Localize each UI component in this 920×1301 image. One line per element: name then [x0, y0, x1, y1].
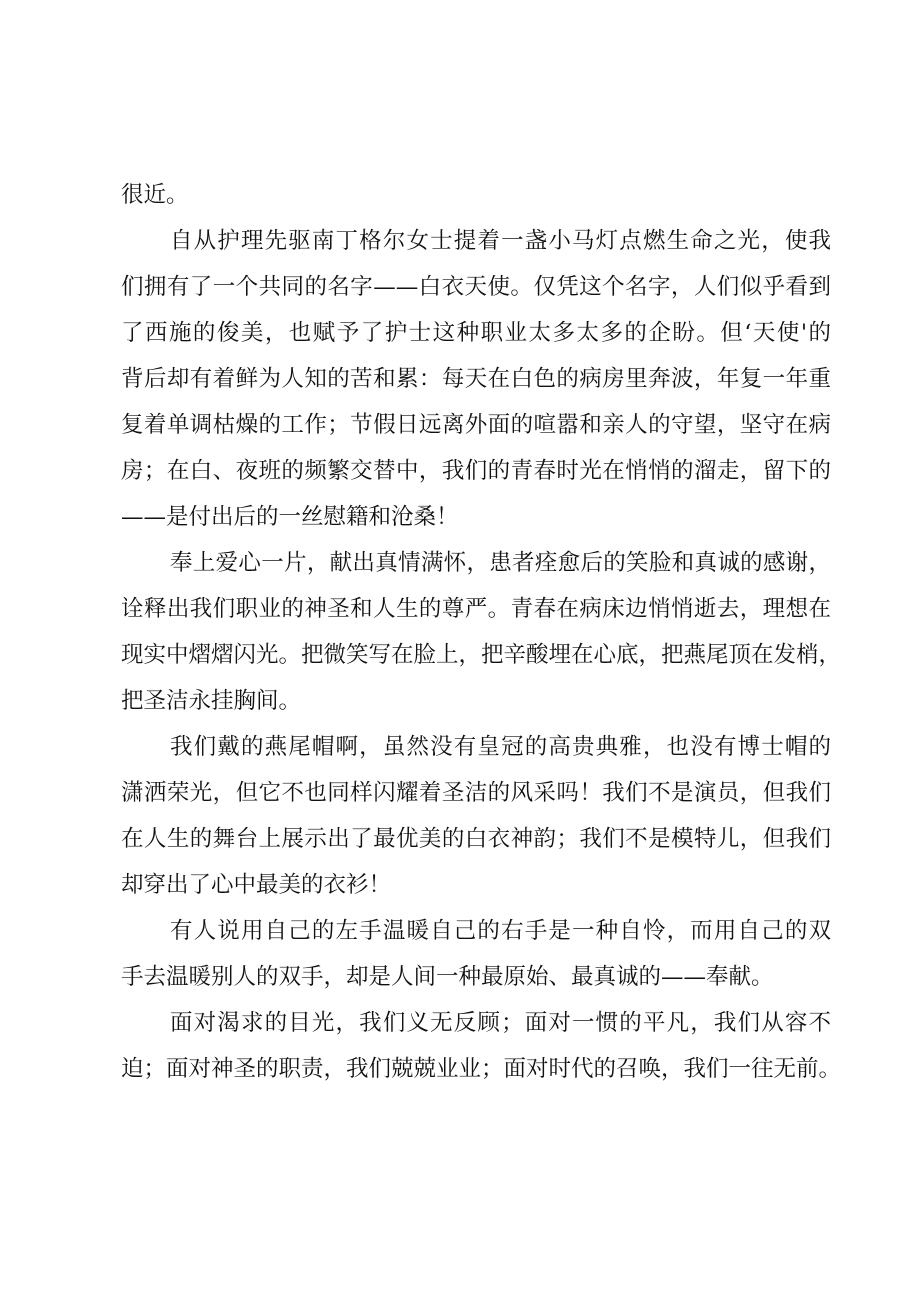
paragraph	[121, 908, 831, 1000]
text-line: 们拥有了一个共同的名字——白衣天使。仅凭这个名字，人们似乎看到	[121, 274, 831, 300]
paragraph	[121, 540, 842, 724]
text-line: 手去温暖别人的双手，却是人间一种最原始、最真诚的——奉献。	[121, 964, 774, 990]
text-line: 把圣洁永挂胸间。	[121, 688, 302, 714]
text-line: 迫；面对神圣的职责，我们兢兢业业；面对时代的召唤，我们一往无前。	[121, 1056, 842, 1082]
paragraph	[121, 172, 831, 218]
text-line: 我们戴的燕尾帽啊，虽然没有皇冠的高贵典雅，也没有博士帽的	[170, 734, 831, 760]
text-line: 潇洒荣光，但它不也同样闪耀着圣洁的风采吗！我们不是演员，但我们	[121, 780, 831, 806]
text-line: 奉上爱心一片，献出真情满怀，患者痊愈后的笑脸和真诚的感谢，	[170, 550, 831, 576]
paragraph	[121, 218, 831, 540]
text-line: 面对渴求的目光，我们义无反顾；面对一惯的平凡，我们从容不	[170, 1010, 831, 1036]
text-line: 背后却有着鲜为人知的苦和累：每天在白色的病房里奔波，年复一年重	[121, 366, 831, 392]
text-line: 复着单调枯燥的工作；节假日远离外面的喧嚣和亲人的守望，坚守在病	[121, 412, 831, 438]
text-line: ——是付出后的一丝慰籍和沧桑！	[121, 504, 459, 530]
text-line: 很近。	[121, 182, 189, 208]
text-line: 房；在白、夜班的频繁交替中，我们的青春时光在悄悄的溜走，留下的	[121, 458, 831, 484]
paragraph	[121, 1000, 842, 1092]
paragraph	[121, 724, 831, 908]
text-line: 自从护理先驱南丁格尔女士提着一盏小马灯点燃生命之光，使我	[170, 228, 831, 254]
text-line: 在人生的舞台上展示出了最优美的白衣神韵；我们不是模特儿，但我们	[121, 826, 831, 852]
text-line: 诠释出我们职业的神圣和人生的尊严。青春在病床边悄悄逝去，理想在	[121, 596, 831, 622]
text-line: 了西施的俊美，也赋予了护士这种职业太多太多的企盼。但‘天使'的	[121, 320, 831, 346]
text-line: 却穿出了心中最美的衣衫！	[121, 872, 392, 898]
text-line: 现实中熠熠闪光。把微笑写在脸上，把辛酸埋在心底，把燕尾顶在发梢，	[121, 642, 842, 668]
document-body	[121, 172, 842, 1092]
text-line: 有人说用自己的左手温暖自己的右手是一种自怜，而用自己的双	[170, 918, 831, 944]
